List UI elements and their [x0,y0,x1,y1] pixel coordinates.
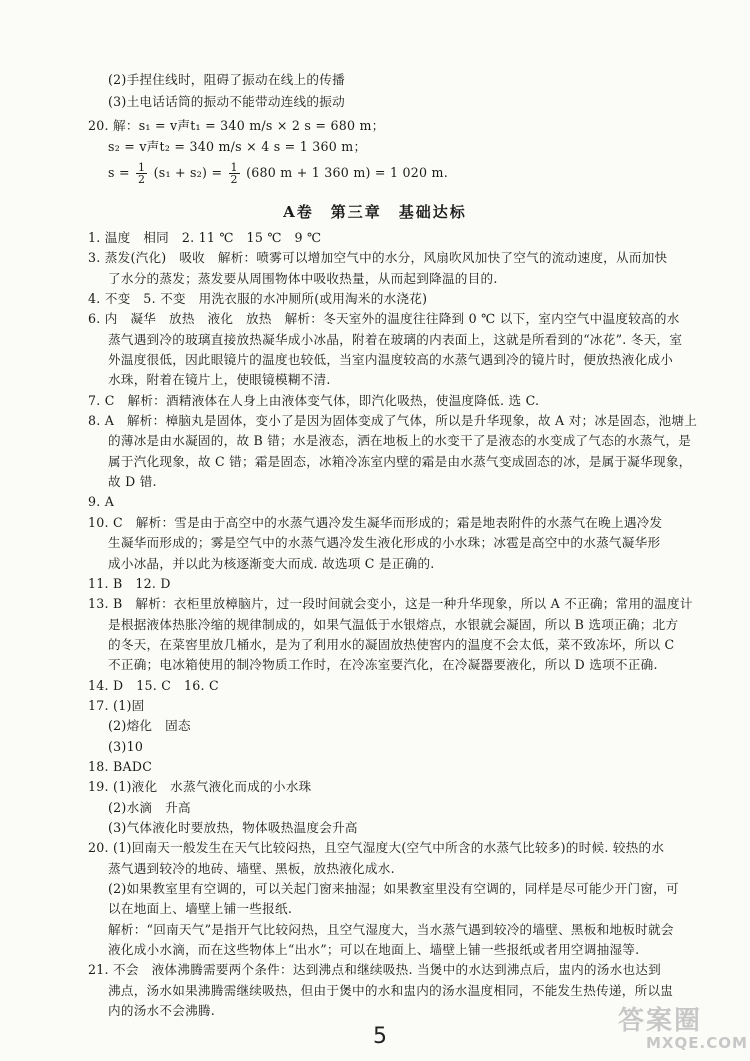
answer-line: 3. 蒸发(汽化) 吸收 解析：喷雾可以增加空气中的水分，风扇吹风加快了空气的流动速度，从而加快 [88,250,668,266]
answer-line: 9. A [88,494,115,510]
answer-line: (2)如果教室里有空调的，可以关起门窗来抽湿；如果教室里没有空调的，同样是尽可能少开门窗，可 [108,880,679,896]
answer-line: 14. D 15. C 16. C [88,677,219,693]
answer-line: 不正确；电冰箱使用的制冷物质工作时，在冷冻室要汽化，在冷凝器要液化，所以 D 选项不正确. [108,657,658,673]
answer-line: 18. BADC [88,758,153,774]
answer-line: 19. (1)液化 水蒸气液化而成的小水珠 [88,779,312,795]
fraction-denominator: 2 [230,173,238,186]
answer-line: 17. (1)固 [88,697,145,713]
formula-rhs: (680 m + 1 360 m) = 1 020 m. [246,165,448,180]
formula-mid: (s₁ + s₂) = [153,165,223,180]
answer-line: (3)土电话话筒的振动不能带动连线的振动 [108,94,345,109]
answer-line: 以在地面上、墙壁上铺一些报纸. [108,901,293,917]
watermark-url: MXQE.COM [646,1034,748,1052]
answer-line: 解析：“回南天气”是指开气比较闷热，且空气湿度大，当水蒸气遇到较冷的墙壁、黑板和地板时就会 [108,921,674,937]
answer-line: 7. C 解析：酒精液体在人身上由液体变气体，即汽化吸热，使温度降低. 选 C. [88,392,540,408]
answer-line: (3)10 [108,738,144,754]
answer-line: (2)水滴 升高 [108,799,191,815]
answer-line: 内的汤水不会沸腾. [108,1003,216,1018]
answer-line: 的冬天，在菜窖里放几桶水，是为了利用水的凝固放热使窖内的温度不会太低，菜不致冻坏，所以 C [108,636,675,652]
answer-line: 蒸气遇到较冷的地砖、墙壁、黑板，放热液化成水. [108,860,395,876]
answer-line: 4. 不变 5. 不变 用洗衣服的水冲厕所(或用淘米的水浇花) [88,291,428,306]
answer-line: 属于汽化现象，故 C 错；霜是固态，冰箱冷冻室内壁的霜是由水蒸气变成固态的冰，是属于凝华现象， [108,453,692,469]
answer-line: 20. (1)回南天一般发生在天气比较闷热，且空气湿度大(空气中所含的水蒸气比较多)的时候. 较热的水 [88,840,665,856]
answer-line: 液化成小水滴，而在这些物体上“出水”；可以在地面上、墙壁上铺一些报纸或者用空调抽湿等. [108,942,640,957]
answer-line: 蒸气遇到冷的玻璃直接放热凝华成小冰晶，附着在玻璃的内表面上，这就是所看到的“冰花”. 冬天，室 [108,331,683,347]
watermark-logo [612,1000,748,1056]
answer-line: 6. 内 凝华 放热 液化 放热 解析：冬天室外的温度往往降到 0 ℃ 以下，室内空气中温度较高的水 [88,311,680,327]
answer-line: 生凝华而形成的；雾是空气中的水蒸气遇冷发生液化形成的小水珠；冰雹是高空中的水蒸气凝华形 [108,535,661,551]
formula-lhs: s = [108,165,130,180]
answer-line: 是根据液体热胀冷缩的规律制成的，如果气温低于水银熔点，水银就会凝固，所以 B 选项正确；北方 [108,616,679,632]
answer-line: s₂ = v声t₂ = 340 m/s × 4 s = 1 360 m； [108,139,367,154]
answer-line: 的薄冰是由水凝固的，故 B 错；水是液态，洒在地板上的水变干了是液态的水变成了气态的水蒸气，是 [108,433,692,449]
section-title: A卷 第三章 基础达标 [283,203,467,221]
fraction [136,162,147,185]
fraction-denominator: 2 [138,173,146,186]
answer-line: (2)手捏住线时，阻碍了振动在线上的传播 [108,72,345,87]
answer-line: 沸点，汤水如果沸腾需继续吸热，但由于煲中的水和盅内的汤水温度相同，不能发生热传递，所以盅 [108,982,674,998]
answer-line: 故 D 错. [108,474,157,490]
answer-line: 20. 解：s₁ = v声t₁ = 340 m/s × 2 s = 680 m； [88,118,385,133]
answer-line: 了水分的蒸发；蒸发要从周围物体中吸收热量，从而起到降温的目的. [108,270,498,286]
answer-line: (3)气体液化时要放热，物体吸热温度会升高 [108,819,358,835]
answer-line: 10. C 解析：雪是由于高空中的水蒸气遇冷发生凝华而形成的；霜是地表附件的水蒸气在晚上遇冷发 [88,514,663,530]
fraction-numerator: 1 [230,161,238,174]
fraction-numerator: 1 [138,161,146,174]
formula-line [108,162,750,185]
answer-line: 11. B 12. D [88,575,171,591]
answer-line: (2)熔化 固态 [108,718,191,734]
answer-line: 8. A 解析：樟脑丸是固体，变小了是因为固体变成了气体，所以是升华现象，故 A 对；冰是固态，池塘上 [88,413,698,429]
answer-line: 1. 温度 相同 2. 11 ℃ 15 ℃ 9 ℃ [88,230,322,245]
watermark-text: 答案圈 [618,1006,703,1036]
fraction [229,162,240,185]
answer-line: 外温度很低，因此眼镜片的温度也较低，当室内温度较高的水蒸气遇到冷的镜片时，便放热液化成小 [108,352,674,368]
answer-line: 13. B 解析：衣柜里放樟脑片，过一段时间就会变小，这是一种升华现象，所以 A 不正确；常用的温度计 [88,596,693,612]
answer-line: 成小冰晶，并以此为核逐渐变大而成. 故选项 C 是正确的. [108,555,435,571]
answer-line: 21. 不会 液体沸腾需要两个条件：达到沸点和继续吸热. 当煲中的水达到沸点后，盅内的汤水也达到 [88,962,661,978]
answer-line: 水珠，附着在镜片上，使眼镜模糊不清. [108,372,331,388]
page-number: 5 [373,1024,387,1049]
